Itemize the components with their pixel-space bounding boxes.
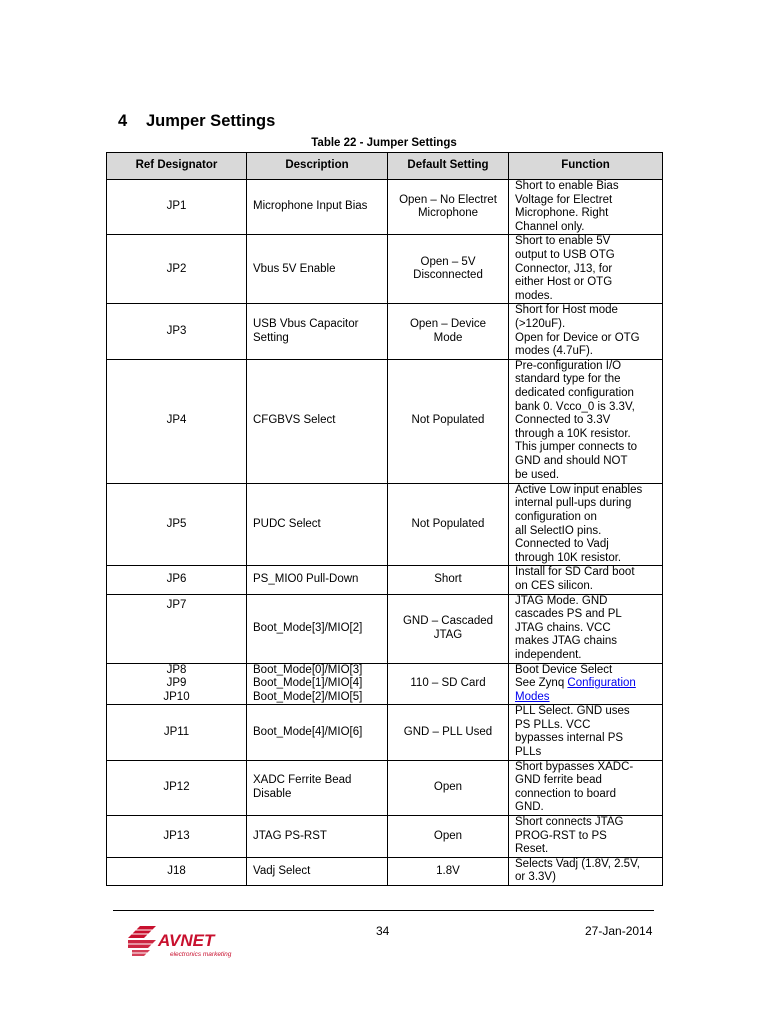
description-text: Microphone Input Bias [253, 200, 368, 213]
cell-description [247, 566, 388, 594]
function-text: Selects Vadj (1.8V, 2.5V, [515, 857, 640, 870]
cell-function [509, 760, 663, 815]
description-text: Boot_Mode[0]/MIO[3] [253, 663, 363, 676]
cell-description [247, 705, 388, 760]
function-text: Active Low input enables [515, 483, 643, 496]
ref-designator-text: JP8 [166, 663, 187, 676]
cell-ref-designator [107, 705, 247, 760]
function-text: Connector, J13, for [515, 262, 613, 275]
configuration-modes-link[interactable]: Configuration [567, 677, 636, 690]
ref-designator-text: JP6 [166, 573, 187, 586]
cell-default-setting [388, 566, 509, 594]
cell-ref-designator [107, 594, 247, 663]
function-text: Microphone. Right [515, 207, 609, 220]
ref-designator-text: JP10 [163, 690, 190, 703]
function-text: bank 0. Vcco_0 is 3.3V, [515, 400, 635, 413]
table-row [107, 304, 663, 359]
description-text: USB Vbus Capacitor [253, 317, 359, 330]
cell-default-setting [388, 816, 509, 858]
default-setting-text: Microphone [417, 207, 479, 220]
section-heading [118, 112, 275, 131]
ref-designator-text: JP13 [163, 829, 190, 842]
table-row [107, 760, 663, 815]
function-text: bypasses internal PS [515, 732, 624, 745]
cell-function [509, 566, 663, 594]
default-setting-text: 1.8V [436, 864, 460, 877]
function-text: or 3.3V) [515, 871, 556, 884]
function-text: Reset. [515, 843, 549, 856]
cell-ref-designator [107, 304, 247, 359]
function-text: Short bypasses XADC- [515, 760, 634, 773]
document-date: 27-Jan-2014 [585, 924, 653, 938]
cell-ref-designator [107, 760, 247, 815]
cell-description [247, 594, 388, 663]
function-text: See Zynq [515, 677, 568, 690]
default-setting-text: GND – PLL Used [403, 725, 493, 738]
default-setting-text: Open – 5V [420, 255, 476, 268]
footer-divider [113, 910, 654, 911]
cell-default-setting [388, 235, 509, 304]
section-number: 4 [118, 112, 128, 130]
ref-designator-text: JP7 [166, 598, 187, 611]
function-text: modes. [515, 289, 553, 302]
table-row [107, 705, 663, 760]
function-text: dedicated configuration [515, 386, 634, 399]
default-setting-text: Open [433, 829, 463, 842]
table-row [107, 816, 663, 858]
ref-designator-text: J18 [167, 864, 186, 877]
cell-function [509, 483, 663, 566]
table-row [107, 235, 663, 304]
cell-default-setting [388, 180, 509, 235]
description-text: XADC Ferrite Bead [253, 774, 352, 787]
cell-function [509, 594, 663, 663]
cell-ref-designator [107, 857, 247, 885]
jumper-settings-table [106, 152, 663, 886]
table-row [107, 359, 663, 483]
section-title: Jumper Settings [146, 112, 276, 130]
function-text: all SelectIO pins. [515, 524, 602, 537]
default-setting-text: Short [434, 573, 462, 586]
cell-default-setting [388, 359, 509, 483]
cell-function [509, 663, 663, 705]
function-text: Boot Device Select [515, 663, 613, 676]
table-caption: Table 22 - Jumper Settings [311, 137, 457, 149]
function-text: PLLs [515, 746, 542, 759]
function-text: configuration on [515, 510, 597, 523]
default-setting-text: Disconnected [413, 269, 483, 282]
ref-designator-text: JP3 [166, 324, 187, 337]
function-text: Install for SD Card boot [515, 566, 635, 579]
cell-function [509, 857, 663, 885]
cell-default-setting [388, 483, 509, 566]
function-text: through 10K resistor. [515, 551, 622, 564]
function-text: Short to enable 5V [515, 235, 611, 248]
cell-function [509, 235, 663, 304]
avnet-logo [126, 924, 248, 960]
cell-description [247, 180, 388, 235]
cell-function [509, 705, 663, 760]
default-setting-text: Not Populated [411, 517, 485, 530]
cell-function [509, 359, 663, 483]
function-text: makes JTAG chains [515, 635, 618, 648]
description-text: CFGBVS Select [253, 414, 336, 427]
cell-ref-designator [107, 235, 247, 304]
ref-designator-text: JP4 [166, 414, 187, 427]
function-text: Pre-configuration I/O [515, 359, 622, 372]
cell-function [509, 180, 663, 235]
description-text: Boot_Mode[2]/MIO[5] [253, 690, 363, 703]
table-header-row [107, 153, 663, 180]
cell-ref-designator [107, 566, 247, 594]
cell-default-setting [388, 304, 509, 359]
cell-function [509, 304, 663, 359]
header-default-setting: Default Setting [388, 153, 509, 180]
ref-designator-text: JP12 [163, 781, 190, 794]
cell-description [247, 359, 388, 483]
function-text: Short for Host mode [515, 304, 618, 317]
table-row [107, 663, 663, 705]
table-row [107, 594, 663, 663]
description-text: Disable [253, 787, 292, 800]
logo-wordmark: AVNET [158, 931, 215, 950]
function-text: This jumper connects to [515, 441, 638, 454]
table-row [107, 483, 663, 566]
function-text: modes (4.7uF). [515, 345, 593, 358]
function-text: internal pull-ups during [515, 497, 632, 510]
description-text: Boot_Mode[4]/MIO[6] [253, 725, 363, 738]
function-text: Voltage for Electret [515, 193, 613, 206]
header-description: Description [247, 153, 388, 180]
function-text: PS PLLs. VCC [515, 718, 591, 731]
cell-description [247, 760, 388, 815]
cell-description [247, 483, 388, 566]
header-ref-designator: Ref Designator [107, 153, 247, 180]
function-text: JTAG Mode. GND [515, 594, 608, 607]
description-text: Boot_Mode[3]/MIO[2] [253, 621, 363, 634]
configuration-modes-link[interactable]: Modes [515, 690, 550, 703]
description-text: Vadj Select [253, 864, 311, 877]
cell-ref-designator [107, 359, 247, 483]
function-text: cascades PS and PL [515, 608, 622, 621]
function-text: independent. [515, 648, 582, 661]
default-setting-text: JTAG [433, 628, 463, 641]
cell-ref-designator [107, 180, 247, 235]
function-text: PLL Select. GND uses [515, 705, 630, 718]
cell-function [509, 816, 663, 858]
cell-description [247, 663, 388, 705]
function-text: GND. [515, 801, 544, 814]
function-text: Connected to 3.3V [515, 414, 611, 427]
function-text: output to USB OTG [515, 248, 615, 261]
default-setting-text: Not Populated [411, 414, 485, 427]
function-text: either Host or OTG [515, 276, 613, 289]
cell-ref-designator [107, 483, 247, 566]
ref-designator-text: JP9 [166, 677, 187, 690]
default-setting-text: Mode [433, 331, 463, 344]
default-setting-text: GND – Cascaded [402, 614, 494, 627]
ref-designator-text: JP5 [166, 517, 187, 530]
page-number: 34 [376, 924, 390, 938]
cell-default-setting [388, 663, 509, 705]
function-text: Open for Device or OTG [515, 331, 640, 344]
function-text: Short to enable Bias [515, 180, 619, 192]
logo-tagline: electronics marketing [170, 951, 232, 958]
cell-default-setting [388, 594, 509, 663]
description-text: Setting [253, 331, 289, 344]
ref-designator-text: JP1 [166, 200, 187, 213]
table-row [107, 180, 663, 235]
cell-default-setting [388, 760, 509, 815]
function-text: GND and should NOT [515, 454, 628, 467]
table-row [107, 857, 663, 885]
function-text: Connected to Vadj [515, 538, 609, 551]
description-text: PS_MIO0 Pull-Down [253, 573, 359, 586]
ref-designator-text: JP11 [163, 725, 190, 738]
ref-designator-text: JP2 [166, 262, 187, 275]
function-text: PROG-RST to PS [515, 829, 607, 842]
function-text: JTAG chains. VCC [515, 621, 611, 634]
cell-default-setting [388, 705, 509, 760]
function-text: on CES silicon. [515, 579, 593, 592]
cell-description [247, 304, 388, 359]
function-text: Channel only. [515, 220, 585, 233]
cell-ref-designator [107, 816, 247, 858]
cell-default-setting [388, 857, 509, 885]
function-text: Short connects JTAG [515, 816, 624, 829]
description-text: Boot_Mode[1]/MIO[4] [253, 677, 363, 690]
cell-description [247, 816, 388, 858]
function-text: be used. [515, 468, 560, 481]
description-text: JTAG PS-RST [253, 829, 327, 842]
function-text: through a 10K resistor. [515, 427, 631, 440]
function-text: (>120uF). [515, 317, 566, 330]
cell-description [247, 235, 388, 304]
table-row [107, 566, 663, 594]
description-text: Vbus 5V Enable [253, 262, 336, 275]
function-text-line [515, 677, 656, 691]
cell-description [247, 857, 388, 885]
header-function: Function [509, 153, 663, 180]
default-setting-text: Open [433, 781, 463, 794]
function-text: GND ferrite bead [515, 774, 602, 787]
cell-ref-designator [107, 663, 247, 705]
description-text: PUDC Select [253, 517, 321, 530]
default-setting-text: Open – Device [409, 317, 487, 330]
function-text: connection to board [515, 787, 617, 800]
function-text: standard type for the [515, 373, 621, 386]
default-setting-text: 110 – SD Card [410, 677, 486, 690]
default-setting-text: Open – No Electret [399, 193, 497, 206]
